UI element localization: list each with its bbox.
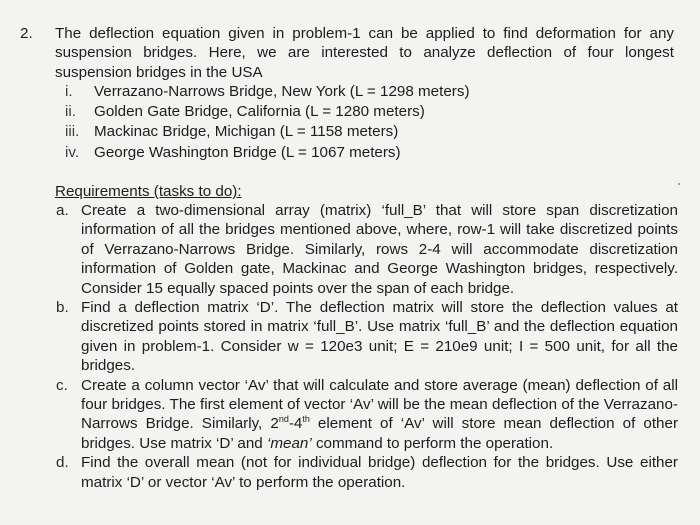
superscript-th: th bbox=[302, 414, 310, 425]
task-letter: b. bbox=[56, 299, 69, 317]
task-text: Find the overall mean (not for individual bridge) deflection for the bridges. Use either matrix ‘D’ or vector ‘Av’ to perform the operation. bbox=[81, 454, 678, 491]
task-item-b bbox=[55, 298, 678, 376]
bridge-item-text: Verrazano-Narrows Bridge, New York (L = 1298 meters) bbox=[94, 83, 470, 100]
list-item bbox=[65, 143, 470, 163]
task-item-a bbox=[55, 201, 678, 298]
bridge-list bbox=[65, 82, 470, 163]
list-numeral: iv. bbox=[65, 143, 80, 161]
task-item-c bbox=[55, 376, 678, 454]
list-item bbox=[65, 102, 470, 122]
task-letter: a. bbox=[56, 202, 69, 219]
stray-mark bbox=[678, 183, 680, 185]
bridge-item-text: Mackinac Bridge, Michigan (L = 1158 meters) bbox=[94, 123, 399, 141]
list-item bbox=[65, 82, 470, 102]
list-numeral: ii. bbox=[65, 103, 76, 121]
task-text: Find a deflection matrix ‘D’. The deflection matrix will store the deflection values at discretized points stored in matrix ‘full_B’. Use matrix ‘full_B’ and the deflection equation given in problem-1. Consider w = 120e3 unit; E = 210e9 unit; I = 500 unit, for all the bridges. bbox=[81, 299, 678, 375]
question-intro: The deflection equation given in problem-1 can be applied to find deformation for any suspension bridges. Here, we are interested to analyze deflection of four longest suspension bridges in the USA bbox=[55, 25, 674, 81]
requirements-heading: Requirements (tasks to do): bbox=[55, 183, 242, 200]
mean-command: ‘mean’ bbox=[266, 434, 312, 452]
task-item-d bbox=[55, 453, 678, 492]
task-list bbox=[55, 201, 678, 492]
task-letter: c. bbox=[56, 376, 68, 394]
task-text-range: -4 bbox=[288, 415, 303, 433]
list-numeral: i. bbox=[65, 83, 73, 100]
bridge-item-text: Golden Gate Bridge, California (L = 1280 meters) bbox=[94, 103, 425, 121]
list-item bbox=[65, 122, 470, 142]
task-text-end: command to perform the operation. bbox=[311, 434, 554, 452]
task-letter: d. bbox=[56, 454, 69, 472]
superscript-nd: nd bbox=[278, 414, 289, 425]
question-number: 2. bbox=[20, 25, 33, 42]
bridge-item-text: George Washington Bridge (L = 1067 meters) bbox=[94, 143, 401, 161]
list-numeral: iii. bbox=[65, 123, 80, 141]
task-text-start: Create a column vector ‘Av’ that will calculate and store average (mean) deflection of all four bridges. The first element of vector ‘Av’ will be the mean deflection of the Verrazano-Narrows Bridge. Similarly, 2 bbox=[81, 376, 678, 433]
task-text: Create a two-dimensional array (matrix) ‘full_B’ that will store span discretization information of all the bridges mentioned above, where, row-1 will take discretized points of Verrazano-Narrows Bridge. Similarly, rows 2-4 will accommodate discretization information of Golden gate, Mackinac and George Washington bridges, respectively. Consider 15 equally spaced points over the span of each bridge. bbox=[81, 202, 678, 297]
task-text-middle: element of ‘Av’ will store mean deflection of other bridges. Use matrix ‘D’ and bbox=[81, 415, 679, 452]
